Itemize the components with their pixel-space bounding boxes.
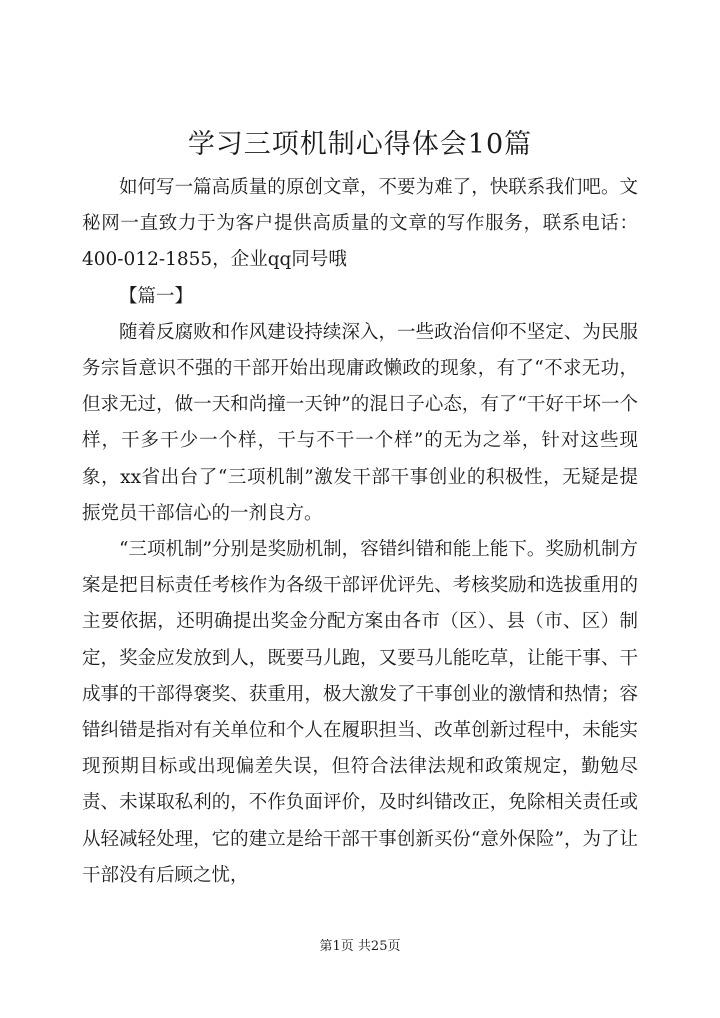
- page-title: 学习三项机制心得体会10篇: [187, 129, 533, 160]
- document-body: [82, 170, 638, 894]
- intro-paragraph: 如何写一篇高质量的原创文章，不要为难了，快联系我们吧。文秘网一直致力于为客户提供高质量的文章的写作服务，联系电话：400-012-1855，企业qq同号哦: [82, 177, 638, 271]
- body-paragraph-2: “三项机制”分别是奖励机制，容错纠错和能上能下。奖励机制方案是把目标责任考核作为各级干部评优评先、考核奖励和选拔重用的主要依据，还明确提出奖金分配方案由各市（区）、县（市、区）制定，奖金应发放到人，既要马儿跑，又要马儿能吃草，让能干事、干成事的干部得褒奖、获重用，极大激发了干事创业的激情和热情；容错纠错是指对有关单位和个人在履职担当、改革创新过程中，未能实现预期目标或出现偏差失误，但符合法律法规和政策规定，勤勉尽责、未谋取私利的，不作负面评价，及时纠错改正，免除相关责任或从轻减轻处理，它的建立是给干部干事创新买份“意外保险”，为了让干部没有后顾之忧，: [82, 539, 638, 886]
- section-heading: 【篇一】: [119, 285, 194, 307]
- page-footer: 第1页 共25页: [319, 939, 401, 954]
- body-paragraph-1: 随着反腐败和作风建设持续深入，一些政治信仰不坚定、为民服务宗旨意识不强的干部开始出现庸政懒政的现象，有了“不求无功，但求无过，做一天和尚撞一天钟”的混日子心态，有了“干好干坏一个样，干多干少一个样，干与不干一个样”的无为之举，针对这些现象，xx省出台了“三项机制”激发干部干事创业的积极性，无疑是提振党员干部信心的一剂良方。: [82, 321, 638, 524]
